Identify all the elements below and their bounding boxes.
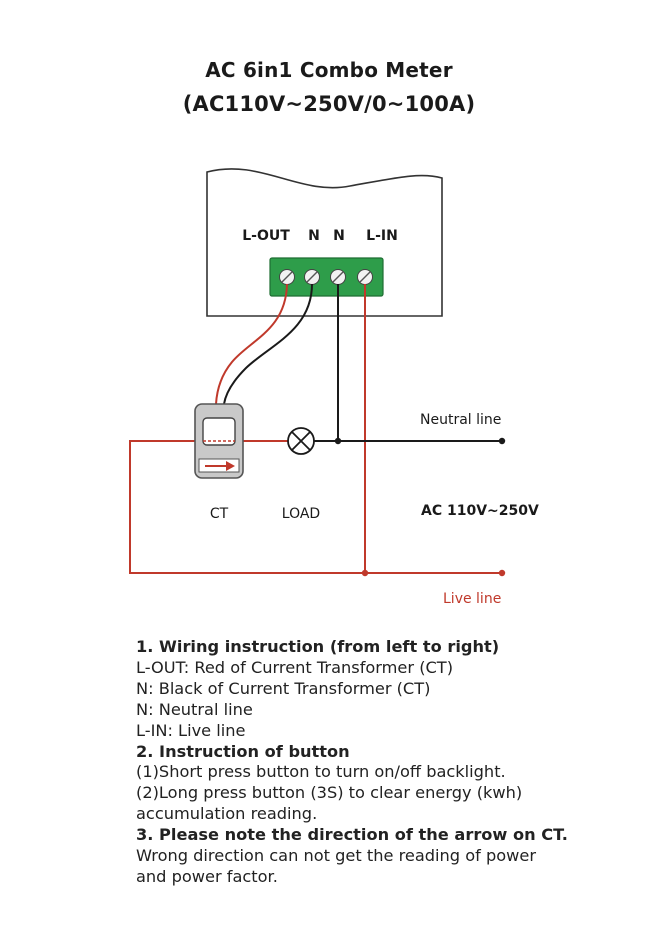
terminal-label-l-out: L-OUT <box>242 228 290 244</box>
instruction-heading-wiring: 1. Wiring instruction (from left to right) <box>136 637 500 656</box>
live-end-dot <box>499 570 505 576</box>
load-label: LOAD <box>281 506 321 522</box>
terminal-label-n1: N <box>308 228 320 244</box>
instruction-line: (2)Long press button (3S) to clear energy (kwh) <box>136 783 523 803</box>
title-line-2: (AC110V~250V/0~100A) <box>182 92 476 116</box>
ct-label: CT <box>209 506 229 522</box>
instruction-line: accumulation reading. <box>136 804 318 824</box>
instruction-line: N: Neutral line <box>136 699 253 719</box>
instruction-heading-ct-arrow: 3. Please note the direction of the arrow on CT. <box>136 825 568 845</box>
instruction-heading-button: 2. Instruction of button <box>136 741 350 761</box>
instruction-line: L-IN: Live line <box>136 720 246 740</box>
load-lamp-icon <box>288 428 314 454</box>
neutral-end-dot <box>499 438 505 444</box>
neutral-line-label: Neutral line <box>420 412 502 428</box>
terminal-label-l-in: L-IN <box>366 228 398 244</box>
live-line-label: Live line <box>443 591 502 607</box>
instruction-line: Wrong direction can not get the reading of power <box>136 846 536 866</box>
instruction-line: and power factor. <box>136 866 278 886</box>
instructions <box>136 637 636 888</box>
instruction-line: N: Black of Current Transformer (CT) <box>136 678 431 698</box>
voltage-label: AC 110V~250V <box>421 503 539 519</box>
title-line-1: AC 6in1 Combo Meter <box>205 58 453 82</box>
current-transformer <box>195 404 243 478</box>
terminal-label-n2: N <box>333 228 345 244</box>
instruction-line: (1)Short press button to turn on/off backlight. <box>136 762 506 782</box>
neutral-junction <box>335 438 341 444</box>
instruction-line: L-OUT: Red of Current Transformer (CT) <box>136 657 454 677</box>
live-junction <box>362 570 368 576</box>
